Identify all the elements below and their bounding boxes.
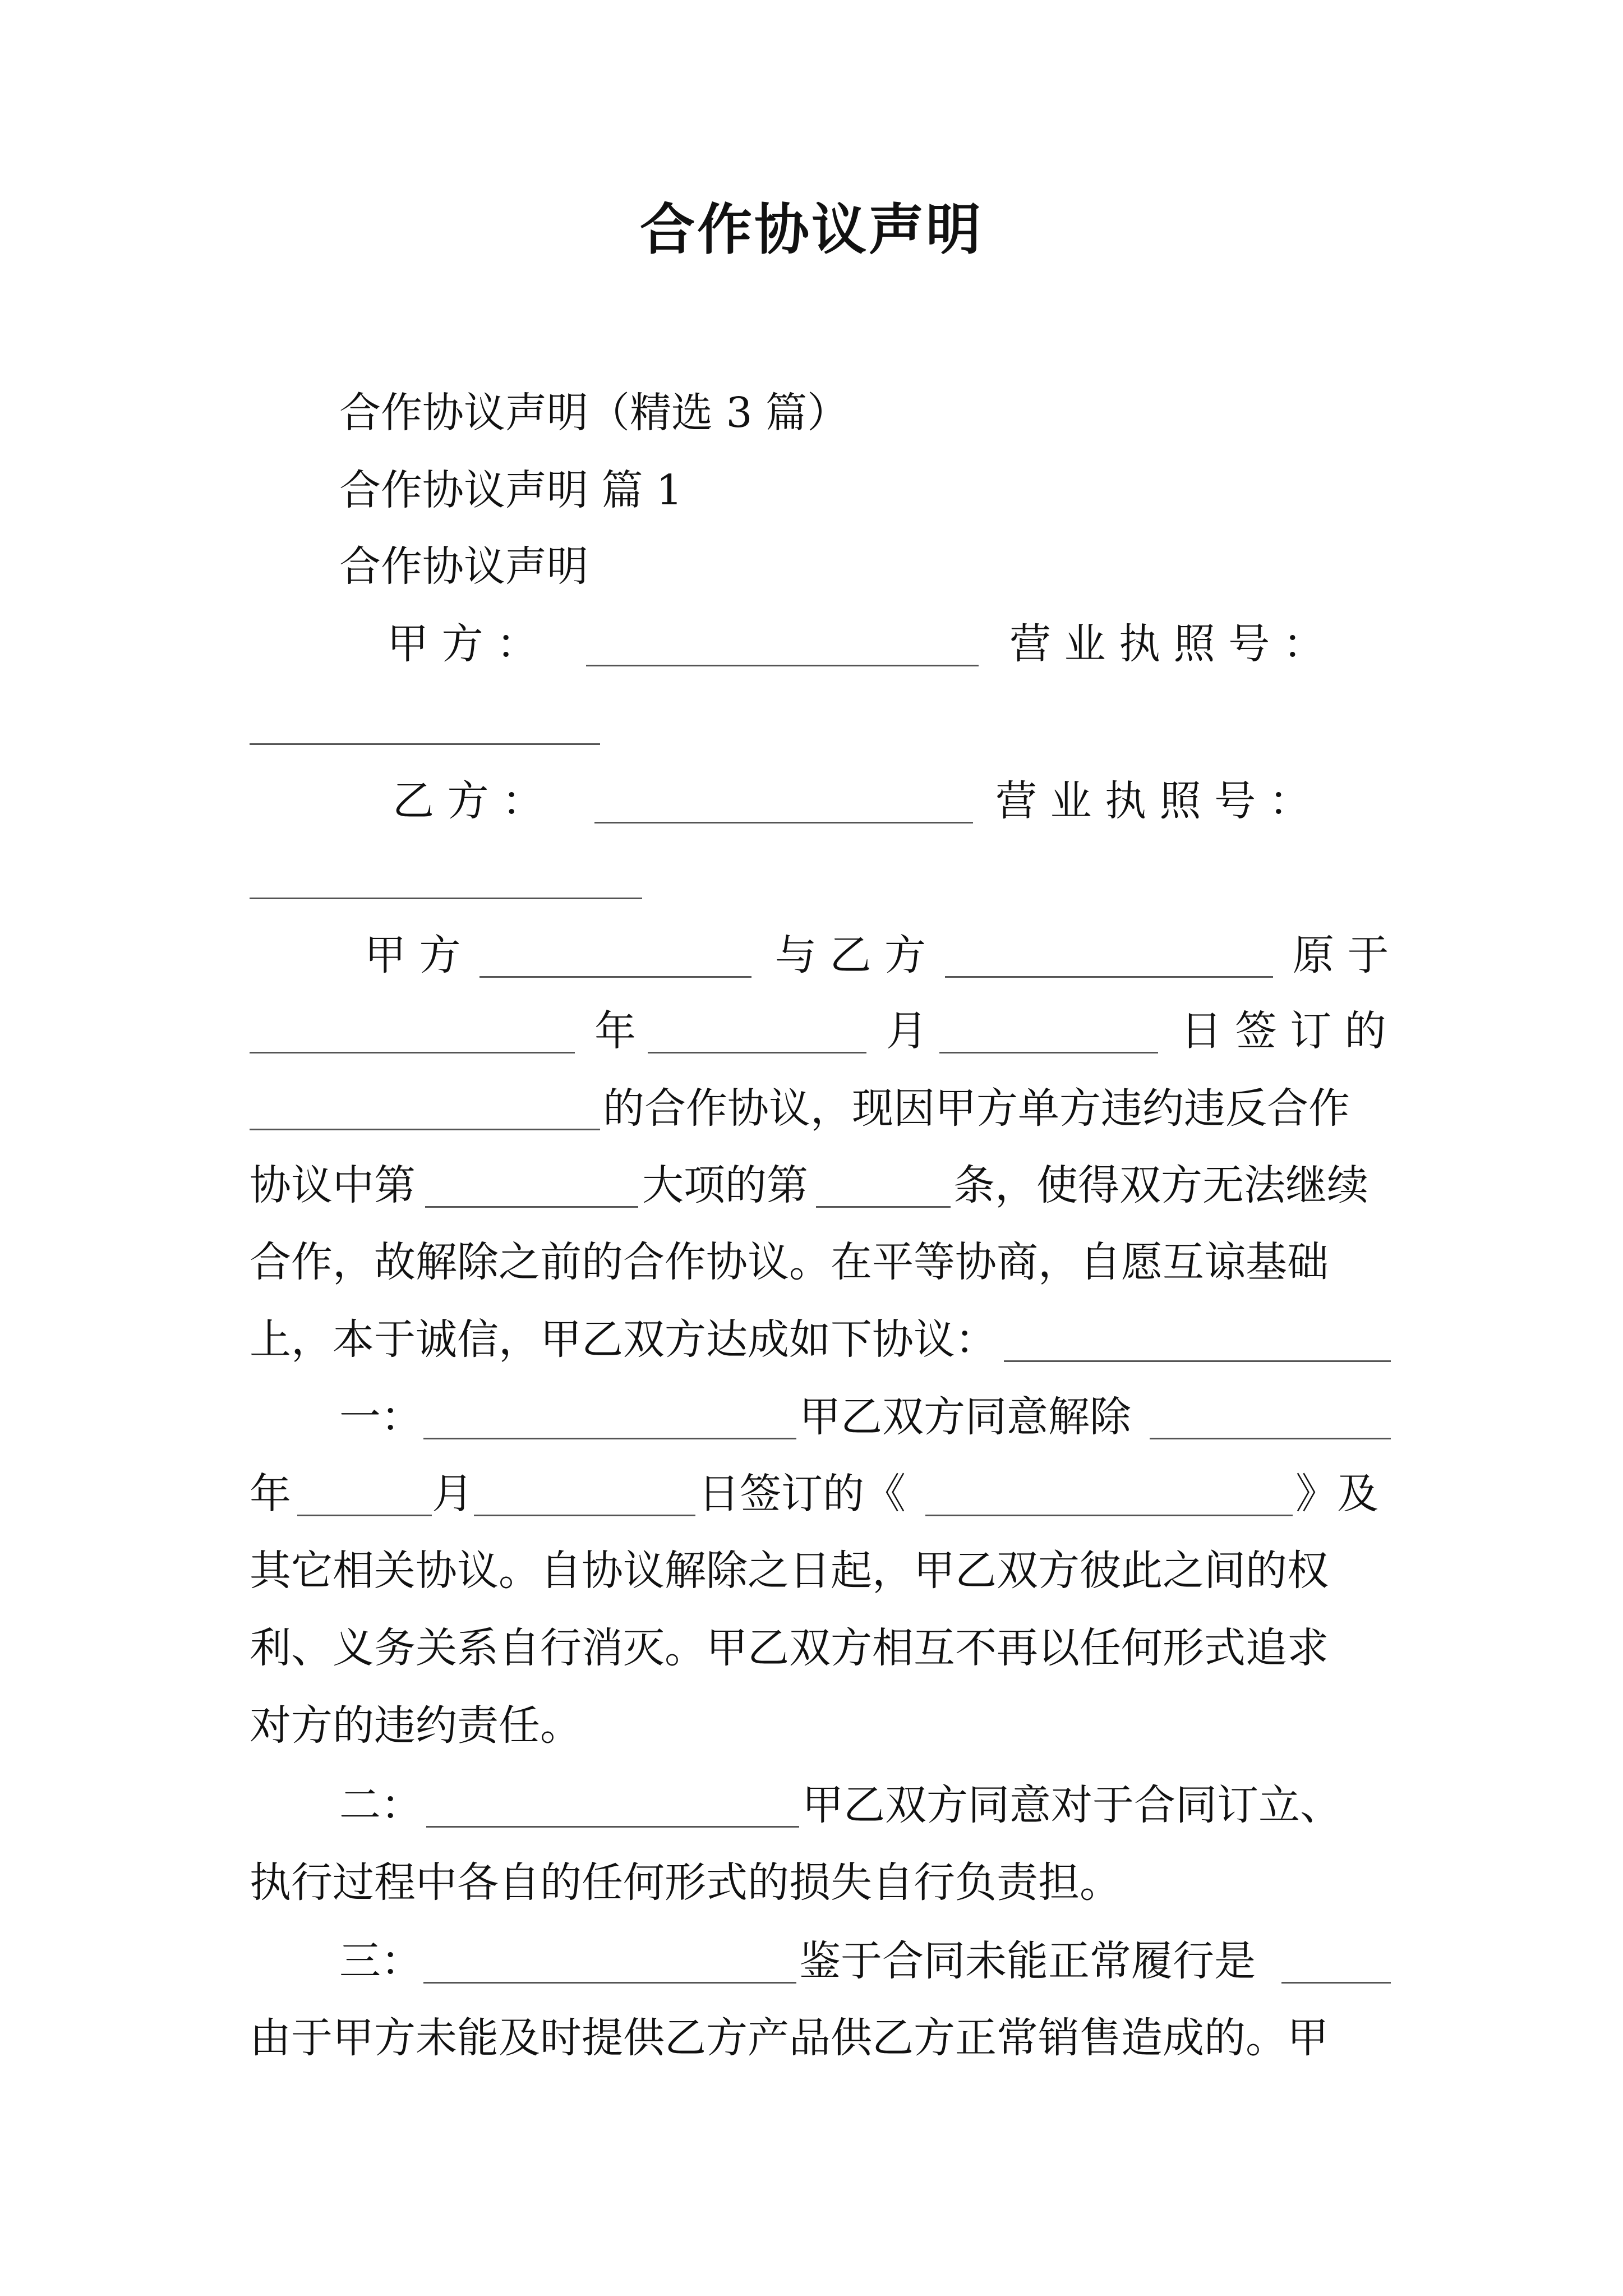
p2-month: 月 [886, 1007, 928, 1055]
party-b-label: 乙 方 ： [393, 777, 544, 825]
p6-blank [1004, 1360, 1391, 1362]
clause-1-blank-day [474, 1515, 695, 1516]
subtitle-line: 合作协议声明（精选 3 篇） [339, 389, 849, 437]
clause-1-close: 》及 [1295, 1470, 1378, 1518]
p2-blank-month [648, 1052, 866, 1053]
p4-b: 大项的第 [642, 1161, 808, 1209]
clause-2-text: 甲乙双方同意对于合同订立、 [802, 1781, 1341, 1829]
clause-1-day: 日签订的《 [698, 1470, 906, 1518]
p2-day: 日 签 订 的 [1181, 1007, 1386, 1055]
p1-originally: 原 于 [1293, 931, 1389, 979]
license-a-blank [250, 743, 600, 745]
party-a-label: 甲 方 ： [387, 620, 538, 668]
clause-3-blank-tail [1281, 1982, 1391, 1984]
p4-blank-b [816, 1206, 951, 1208]
clause-2-line-2: 执行过程中各自的任何形式的损失自行负责担。 [250, 1858, 1121, 1907]
p3-text: 的合作协议，现因甲方单方违约违反合作 [603, 1084, 1350, 1133]
p2-blank-day [939, 1052, 1158, 1053]
p4-c: 条，使得双方无法继续 [953, 1161, 1368, 1209]
clause-1-text: 甲乙双方同意解除 [799, 1393, 1131, 1441]
clause-1-line-4: 利、义务关系自行消灭。甲乙双方相互不再以任何形式追求 [250, 1624, 1329, 1672]
section-heading: 合作协议声明 篇 1 [339, 466, 683, 514]
p6-text: 上，本于诚信，甲乙双方达成如下协议： [250, 1315, 997, 1364]
p1-blank-a [479, 976, 751, 978]
clause-1-label: 一： [339, 1393, 422, 1441]
p1-party-a: 甲 方 [365, 931, 461, 979]
clause-1-blank-title [925, 1515, 1293, 1516]
license-b-blank [250, 898, 642, 899]
clause-3-text: 鉴于合同未能正常履行是 [799, 1937, 1256, 1985]
license-a-label: 营 业 执 照 号 ： [1009, 620, 1325, 668]
clause-1-year: 年 [250, 1470, 291, 1518]
p1-with-party-b: 与 乙 方 [775, 931, 926, 979]
license-b-label: 营 业 执 照 号 ： [995, 777, 1311, 825]
p4-blank-a [425, 1206, 638, 1208]
clause-1-line-5: 对方的违约责任。 [250, 1701, 582, 1750]
p2-year: 年 [594, 1007, 636, 1055]
p3-blank [250, 1129, 600, 1130]
p5-text: 合作，故解除之前的合作协议。在平等协商，自愿互谅基础 [250, 1238, 1329, 1286]
clause-1-blank-month [297, 1515, 432, 1516]
party-a-blank [586, 665, 979, 666]
clause-3-label: 三： [339, 1937, 422, 1985]
clause-2-blank [426, 1826, 799, 1828]
clause-1-month: 月 [432, 1470, 473, 1518]
party-b-blank [594, 822, 973, 823]
clause-3-blank [423, 1982, 796, 1984]
doc-name-line: 合作协议声明 [339, 542, 588, 591]
clause-1-line-3: 其它相关协议。自协议解除之日起，甲乙双方彼此之间的权 [250, 1547, 1329, 1595]
clause-2-label: 二： [339, 1781, 422, 1829]
p1-blank-b [945, 976, 1273, 978]
clause-3-line-2: 由于甲方未能及时提供乙方产品供乙方正常销售造成的。甲 [250, 2014, 1329, 2062]
page-title: 合作协议声明 [639, 197, 983, 262]
p2-blank-year [250, 1052, 575, 1053]
clause-1-blank [423, 1438, 796, 1439]
p4-a: 协议中第 [250, 1161, 416, 1209]
clause-1-blank-year [1150, 1438, 1391, 1439]
